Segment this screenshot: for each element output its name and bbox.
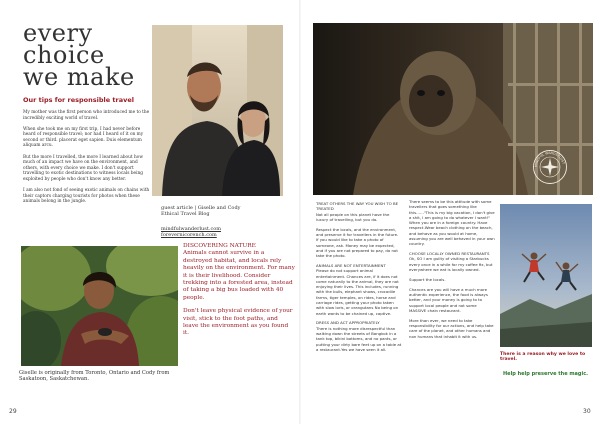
body-paragraph: Not all people on this planet have the luxury of travelling, but you do. [316,211,390,222]
intro-text [23,110,151,210]
section-heading: TREAT OTHERS THE WAY YOU WISH TO BE TREATED [316,201,399,212]
mindful-wanderlust-link[interactable]: mindfulwanderlust.com [161,226,221,232]
help-line: Help help preserve the magic. [503,371,589,377]
body-paragraph: Support the locals. [409,276,446,282]
stamp-text: MINDFUL WANDERLUST [533,150,566,168]
nature-paragraph: Animals cannot survive in a destroyed habitat, and locals rely heavily on the environment. For many it is their livelihood. Consider trekking into a forested area, instead of taking a big bus loaded with 40 people. [183,250,295,301]
page-number-left: 29 [9,408,17,415]
intro-paragraph: When she took me on my first trip, I had never before heard of responsible travel; nor had I heard of it on my second or third. placerat eget sapien. Duis elementum aliquam arcu. [23,126,144,149]
section-heading: ANIMALS ARE NOT ENTERTAINMENT [316,262,386,268]
title-line: we make [23,63,135,91]
article-subtitle: Our tips for responsible travel [23,96,134,104]
discovering-nature-section [183,243,295,344]
body-paragraph: Please do not support animal entertainment. Chances are, if it does not come naturally to the animal, they are not enjoying their lives. This includes, running with the bulls, elephant shows, crocodile farms, tiger temples, on rides, horse and carriage rides, getting your photo taken with slow loris, or orangutans No being on earth wants to be chained up, captive. [316,268,399,316]
body-paragraph: More than ever, we need to take responsibility for our actions, and help take care of the planet, and other humans and non humans that inhabit it with us. [409,317,494,339]
title-line: choice [23,41,105,69]
couple-photo [152,25,283,196]
body-paragraph: Ok, SO I am guilty of visiting a Starbucks every once in a while for my coffee fix, but everywhere we eat is locally owned. [409,256,493,273]
guest-byline: guest article | Giselle and Cody [161,205,241,211]
intro-paragraph: My mother was the first person who introduced me to the incredibly exciting world of travel. [23,110,150,121]
child-photo-caption: Giselle is originally from Toronto, Ontario and Cody from Saskatoon, Saskatchewan. [19,370,170,383]
page-number-right: 30 [583,408,591,415]
guest-credit [161,205,291,238]
body-paragraph: Respect the locals, and the environment, and preserve it for travellers in the future. If you would like to take a photo of someone, ask. Money may be expected, and if you are not prepared to pay, do not take the photo. [316,226,399,259]
child-photo [21,246,178,366]
guest-blog-name: Ethical Travel Blog [161,211,210,217]
right-column-1 [316,199,402,357]
title-line: every [23,19,93,47]
section-heading: CHOOSE LOCALLY OWNED RESTAURANTS [409,251,490,257]
jumping-photo-caption: There is a reason why we love to travel. [500,352,586,362]
page-gutter [299,0,301,424]
jumping-photo [500,204,592,347]
forever-link[interactable]: forevernicorench.com [161,232,217,238]
nature-heading: DISCOVERING NATURE [183,243,256,249]
intro-paragraph: But the more I travelled, the more I learned about how much of an impact we have on the environment, and others, with every choice we make. I don't support travelling to exotic destinations to witness locals being exploited by people who don't know any better. [23,154,144,182]
body-paragraph: Chances are you will have a much more authentic experience, the food is always better, and your money is going to to support local people and not some MASSIVE chain restaurant. [409,286,488,313]
nature-paragraph: Don't leave physical evidence of your visit, stick to the foot paths, and leave the environment as you found it. [183,308,293,337]
mindful-wanderlust-stamp [532,149,568,185]
right-column-2 [409,199,495,343]
body-paragraph: There seems to be this attitude with some travellers that goes something like this……"This is my big vacation, I don't give a shit, I am going to do whatever I want!" When you are in a foreign country. Have respect.Wear beach clothing on the beach, and behave as you would at home, assuming you are well behaved in your own country. [409,199,495,247]
body-paragraph: There is nothing more disrespectful than walking down the streets of Bangkok in a tank top, bikini bottoms, and no pants, or putting your dirty bare feet up on a table at a restaurant.Yes we have seen it all. [316,325,402,352]
section-heading: DRESS AND ACT APPROPRIATELY [316,320,380,326]
article-title [23,19,153,91]
intro-paragraph: I am also not fond of seeing exotic animals on chains with their captors charging tourists for photos when these animals belong in the jungle. [23,188,150,205]
